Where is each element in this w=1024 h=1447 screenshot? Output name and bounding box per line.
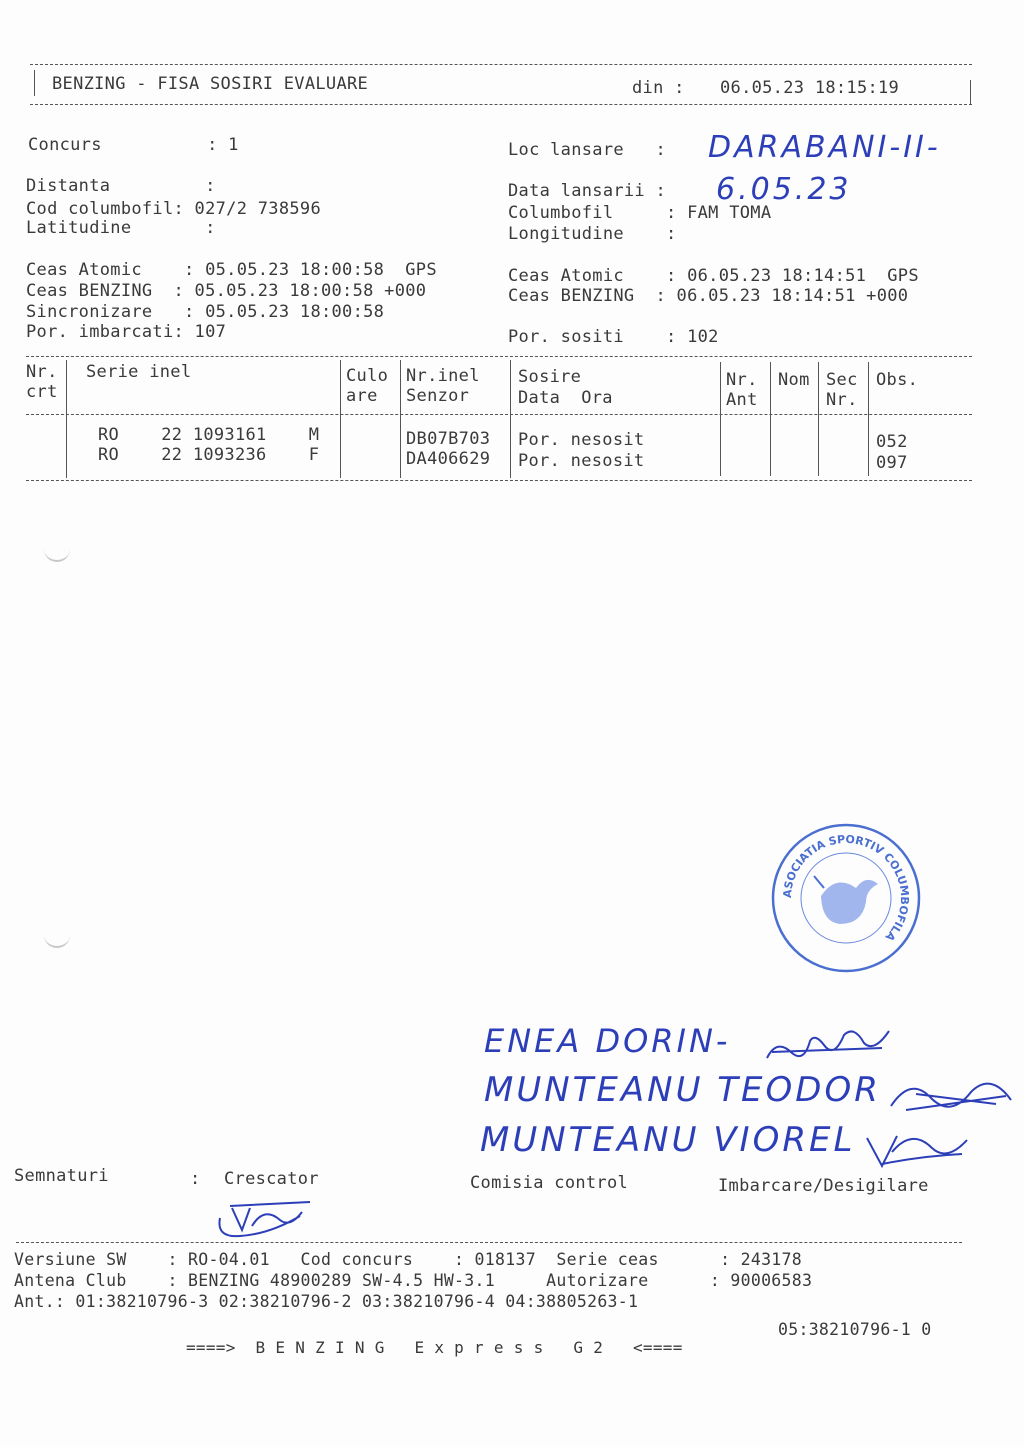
col-divider xyxy=(340,360,341,478)
th-crt: crt xyxy=(26,382,58,402)
handwritten-name-3: MUNTEANU VIOREL xyxy=(480,1120,856,1160)
clock-right-2: Ceas BENZING : 06.05.23 18:14:51 +000 xyxy=(508,286,909,306)
clock-left-2: Ceas BENZING : 05.05.23 18:00:58 +000 xyxy=(26,281,427,301)
club-stamp xyxy=(766,818,926,978)
concurs-line: Concurs : 1 xyxy=(28,135,239,155)
th-sosire: Sosire xyxy=(518,367,582,387)
th-nr: Nr. xyxy=(26,362,58,382)
cell-senzor: DB07B703 xyxy=(406,429,491,449)
cell-obs: 097 xyxy=(876,453,908,473)
th-serie-inel: Serie inel xyxy=(86,362,192,382)
th-obs: Obs. xyxy=(876,370,919,390)
din-label: din : xyxy=(632,78,685,98)
header-right-border xyxy=(970,80,971,104)
th-ant: Ant xyxy=(726,390,758,410)
th-culo: Culo xyxy=(346,366,389,386)
latitudine-line: Latitudine : xyxy=(26,218,216,238)
signature-scribble-2 xyxy=(886,1076,1016,1126)
cell-obs: 052 xyxy=(876,432,908,452)
loc-lansare-handwritten: DARABANI-II- xyxy=(708,130,941,165)
col-divider xyxy=(510,360,511,478)
footer-antenna-5: 05:38210796-1 0 xyxy=(778,1320,932,1339)
page-title: BENZING - FISA SOSIRI EVALUARE xyxy=(52,74,369,94)
cell-serie: RO 22 1093236 F xyxy=(98,445,320,465)
header-bottom-border xyxy=(30,104,972,105)
clock-right-1: Ceas Atomic : 06.05.23 18:14:51 GPS xyxy=(508,266,919,286)
crescator-label: Crescator xyxy=(224,1169,319,1189)
data-lansarii-handwritten: 6.05.23 xyxy=(716,172,852,207)
th-are: are xyxy=(346,386,378,406)
clock-left-4: Por. imbarcati: 107 xyxy=(26,322,227,342)
longitudine-line: Longitudine : xyxy=(508,224,677,244)
footer-divider xyxy=(16,1242,962,1243)
cod-columbofil-line: Cod columbofil: 027/2 738596 xyxy=(26,199,321,219)
semnaturi-label: Semnaturi xyxy=(14,1166,109,1186)
clock-left-3: Sincronizare : 05.05.23 18:00:58 xyxy=(26,302,385,322)
benzing-express-banner: ====> B E N Z I N G E x p r e s s G 2 <==== xyxy=(186,1338,683,1357)
crescator-signature xyxy=(210,1198,320,1242)
cell-sosire: Por. nesosit xyxy=(518,430,645,450)
th-nr-ant: Nr. xyxy=(726,370,758,390)
columbofil-line: Columbofil : FAM TOMA xyxy=(508,203,772,223)
signature-scribble-1 xyxy=(762,1028,902,1072)
svg-text:ASOCIATIA SPORTIV COLUMBOFILA: ASOCIATIA SPORTIV COLUMBOFILA xyxy=(780,832,912,944)
col-divider xyxy=(66,360,67,478)
col-divider xyxy=(400,360,401,478)
cell-senzor: DA406629 xyxy=(406,449,491,469)
col-divider xyxy=(770,362,771,476)
th-senzor: Senzor xyxy=(406,386,470,406)
table-top-border xyxy=(26,356,972,357)
col-divider xyxy=(868,362,869,476)
semnaturi-colon: : xyxy=(190,1169,201,1189)
clock-left-1: Ceas Atomic : 05.05.23 18:00:58 GPS xyxy=(26,260,437,280)
col-divider xyxy=(720,362,721,476)
table-header-divider xyxy=(26,414,972,415)
loc-lansare-label: Loc lansare : xyxy=(508,140,667,160)
header-top-border xyxy=(30,64,972,65)
footer-antena: Antena Club : BENZING 48900289 SW-4.5 HW-3.1 Autorizare : 90006583 xyxy=(14,1271,813,1290)
data-lansarii-label: Data lansarii : xyxy=(508,181,667,201)
comisia-control-label: Comisia control xyxy=(470,1173,629,1193)
cell-serie: RO 22 1093161 M xyxy=(98,425,320,445)
cell-sosire: Por. nesosit xyxy=(518,451,645,471)
handwritten-name-1: ENEA DORIN- xyxy=(484,1022,731,1060)
punch-hole-bottom xyxy=(44,932,70,948)
distanta-line: Distanta : xyxy=(26,176,216,196)
th-nom: Nom xyxy=(778,370,810,390)
din-value: 06.05.23 18:15:19 xyxy=(720,78,900,98)
signature-scribble-3 xyxy=(862,1128,972,1174)
th-nr-inel: Nr.inel xyxy=(406,366,480,386)
footer-versiune: Versiune SW : RO-04.01 Cod concurs : 018137 Serie ceas : 243178 xyxy=(14,1250,803,1269)
footer-antennas: Ant.: 01:38210796-3 02:38210796-2 03:38210796-4 04:38805263-1 xyxy=(14,1292,639,1311)
table-bottom-border xyxy=(26,480,972,481)
header-left-border xyxy=(34,70,35,96)
th-sec: Sec xyxy=(826,370,858,390)
th-sec-nr: Nr. xyxy=(826,390,858,410)
handwritten-name-2: MUNTEANU TEODOR xyxy=(484,1070,881,1110)
th-data-ora: Data Ora xyxy=(518,388,613,408)
clock-right-4: Por. sositi : 102 xyxy=(508,327,719,347)
punch-hole-top xyxy=(44,546,70,562)
imbarcare-desigilare-label: Imbarcare/Desigilare xyxy=(718,1176,929,1196)
col-divider xyxy=(818,362,819,476)
